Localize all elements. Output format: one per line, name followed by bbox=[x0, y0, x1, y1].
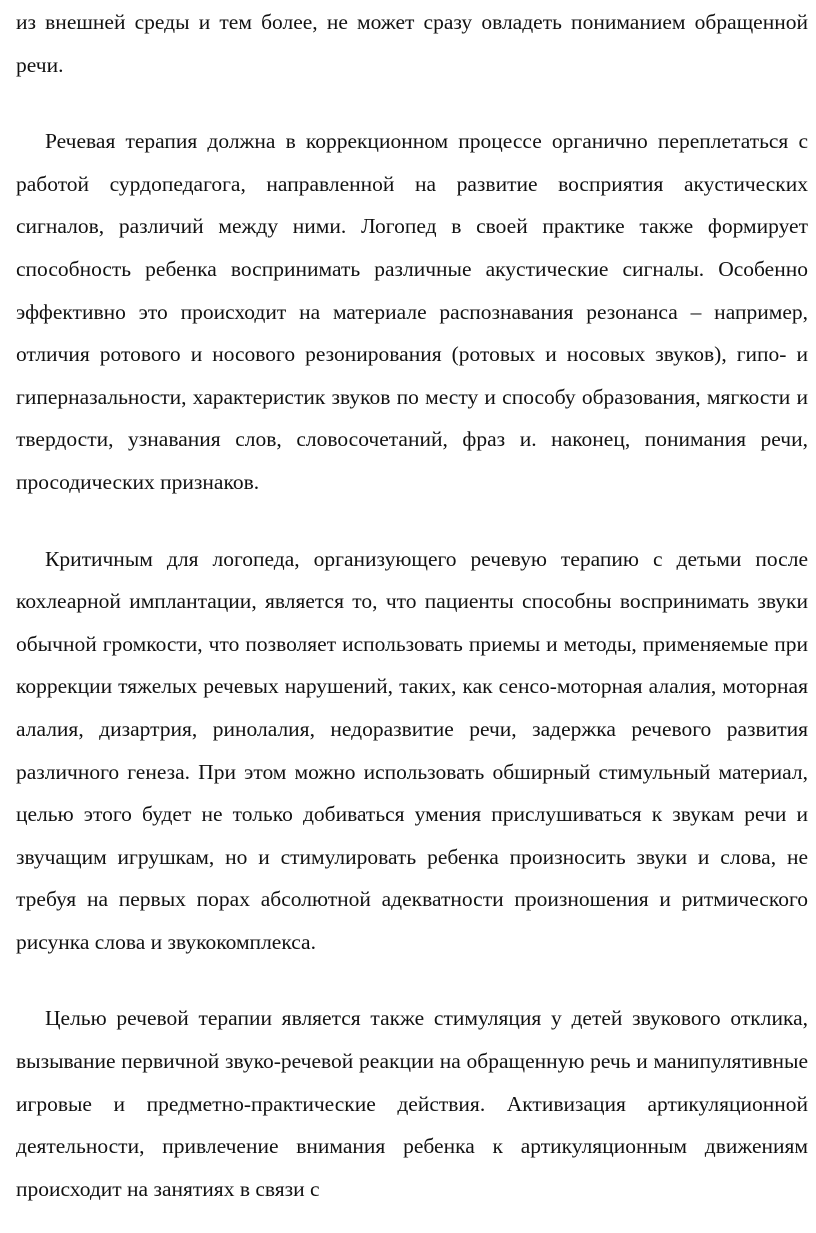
paragraph-gap bbox=[16, 504, 808, 538]
paragraph-gap bbox=[16, 86, 808, 120]
document-page bbox=[16, 0, 808, 1210]
paragraph-therapy-goal: Целью речевой терапии является также стимуляция у детей звукового отклика, вызывание первичной звуко-речевой реакции на обращенную речь и манипулятивные игровые и предметно-практические действия. Активизация артикуляционной деятельности, привлечение внимания ребенка к артикуляционным движениям происходит на занятиях в связи с bbox=[16, 1006, 808, 1201]
paragraph-gap bbox=[16, 963, 808, 997]
paragraph-continuation: из внешней среды и тем более, не может сразу овладеть пониманием обращенной речи. bbox=[16, 10, 808, 77]
paragraph-speech-therapy: Речевая терапия должна в коррекционном процессе органично переплетаться с работой сурдопедагога, направленной на развитие восприятия акустических сигналов, различий между ними. Логопед в своей практике также формирует способность ребенка воспринимать различные акустические сигналы. Особенно эффективно это происходит на материале распознавания резонанса – например, отличия ротового и носового резонирования (ротовых и носовых звуков), гипо- и гиперназальности, характеристик звуков по месту и способу образования, мягкости и твердости, узнавания слов, словосочетаний, фраз и. наконец, понимания речи, просодических признаков. bbox=[16, 129, 808, 494]
paragraph-cochlear-implant: Критичным для логопеда, организующего речевую терапию с детьми после кохлеарной имплантации, является то, что пациенты способны воспринимать звуки обычной громкости, что позволяет использовать приемы и методы, применяемые при коррекции тяжелых речевых нарушений, таких, как сенсо-моторная алалия, моторная алалия, дизартрия, ринолалия, недоразвитие речи, задержка речевого развития различного генеза. При этом можно использовать обширный стимульный материал, целью этого будет не только добиваться умения прислушиваться к звукам речи и звучащим игрушкам, но и стимулировать ребенка произносить звуки и слова, не требуя на первых порах абсолютной адекватности произношения и ритмического рисунка слова и звукокомплекса. bbox=[16, 546, 808, 954]
